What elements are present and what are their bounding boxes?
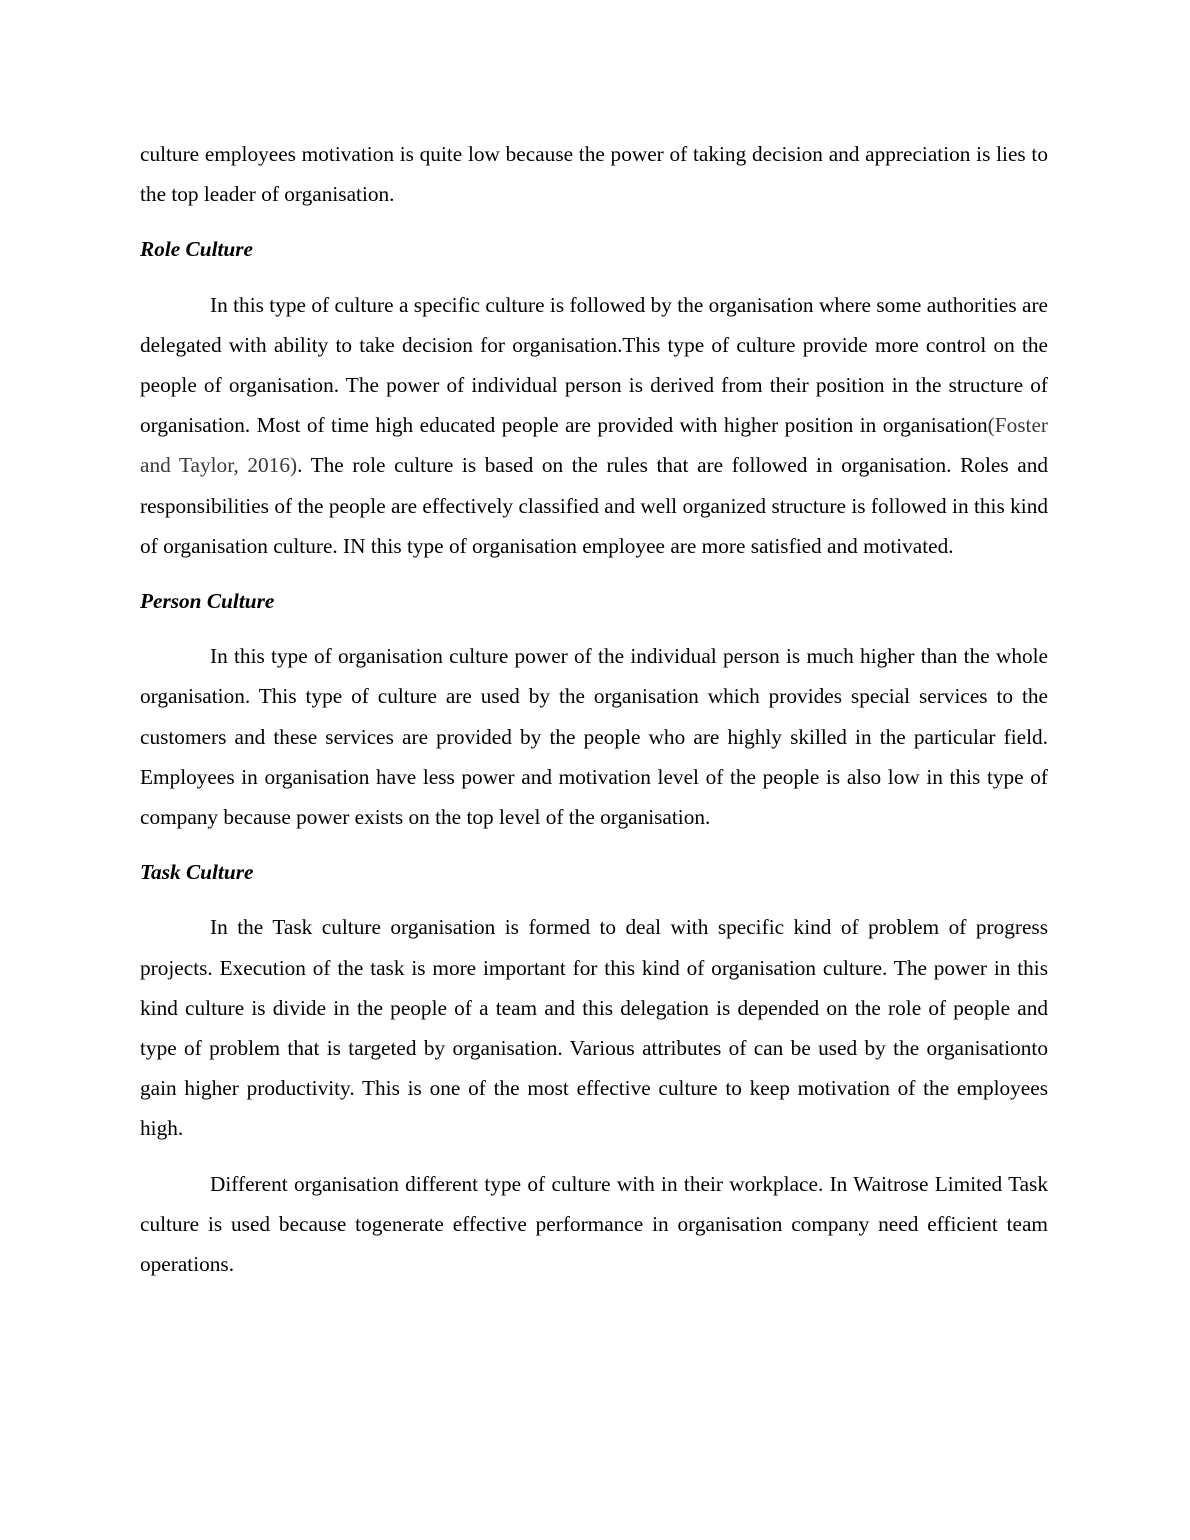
citation: (Foster and Taylor, 2016)	[140, 413, 1048, 478]
conclusion-paragraph: Different organisation different type of culture with in their workplace. In Waitrose Limited Task culture is used because togenerate effective performance in organisation company need efficient team operations.	[140, 1171, 1048, 1277]
task-culture-heading: Task Culture	[140, 860, 254, 885]
intro-paragraph: culture employees motivation is quite low because the power of taking decision and appreciation is lies to the top leader of organisation.	[140, 142, 1048, 207]
person-culture-paragraph: In this type of organisation culture power of the individual person is much higher than the whole organisation. This type of culture are used by the organisation which provides special services to the customers and these services are provided by the people who are highly skilled in the particular field. Employees in organisation have less power and motivation level of the people is also low in this type of company because power exists on the top level of the organisation.	[140, 644, 1048, 830]
role-culture-paragraph	[140, 285, 1048, 566]
task-culture-paragraph: In the Task culture organisation is formed to deal with specific kind of problem of progress projects. Execution of the task is more important for this kind of organisation culture. The power in this kind culture is divide in the people of a team and this delegation is depended on the role of people and type of problem that is targeted by organisation. Various attributes of can be used by the organisationto gain higher productivity. This is one of the most effective culture to keep motivation of the employees high.	[140, 915, 1048, 1141]
role-text-before-citation: In this type of culture a specific culture is followed by the organisation where some authorities are delegated with ability to take decision for organisation.This type of culture provide more control on the people of organisation. The power of individual person is derived from their position in the structure of organisation. Most of time high educated people are provided with higher position in organisation	[140, 292, 1048, 438]
document-page	[140, 134, 1048, 1299]
role-text-after-citation: . The role culture is based on the rules that are followed in organisation. Roles and responsibilities of the people are effectively classified and well organized structure is followed in this kind of organisation culture. IN this type of organisation employee are more satisfied and motivated.	[140, 453, 1048, 558]
role-culture-heading: Role Culture	[140, 237, 254, 262]
person-culture-heading: Person Culture	[140, 589, 275, 614]
